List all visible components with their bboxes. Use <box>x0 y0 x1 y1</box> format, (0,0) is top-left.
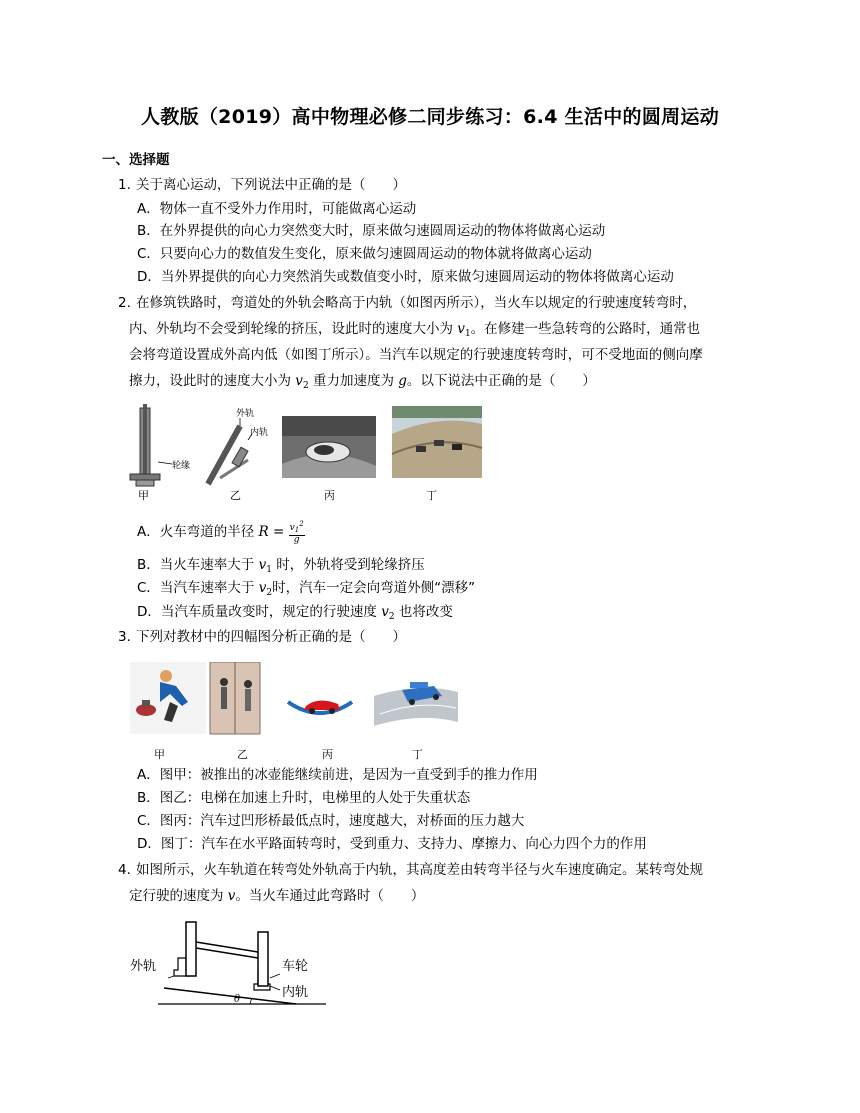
option-a: A．物体一直不受外力作用时，可能做离心运动 <box>137 201 417 217</box>
question-2-line4 <box>129 368 769 399</box>
stem-text: 。在修建一些急转弯的公路时，通常也 <box>470 321 701 337</box>
question-2-line3: 会将弯道设置成外高内低（如图丁所示）。当汽车以规定的行驶速度转弯时，可不受地面的侧向摩 <box>129 347 703 363</box>
inner-rail-label: 内轨 <box>250 427 269 437</box>
option-d: D．当汽车质量改变时，规定的行驶速度 $v_2$ 也将改变 <box>137 604 453 622</box>
formula-radius: R = $\frac{v_1^2}{g}$ <box>258 520 304 545</box>
option-d: D．当外界提供的向心力突然消失或数值变小时，原来做匀速圆周运动的物体将做离心运动 <box>137 269 674 285</box>
question-stem: 下列对教材中的四幅图分析正确的是（ ） <box>136 629 406 645</box>
stem-text: 。当火车通过此弯路时（ ） <box>235 888 425 904</box>
stem-text: 。以下说法中正确的是（ ） <box>406 373 596 389</box>
question-stem: 关于离心运动，下列说法中正确的是（ ） <box>136 177 406 193</box>
question-1 <box>118 172 768 198</box>
option-b: B．在外界提供的向心力突然变大时，原来做匀速圆周运动的物体将做离心运动 <box>137 223 606 239</box>
question-3-figures <box>130 662 460 762</box>
question-2-figures <box>128 404 488 502</box>
figure-bing-car-bridge <box>288 700 352 714</box>
figure-jia-curling <box>130 662 206 734</box>
option-c: C．只要向心力的数值发生变化，原来做匀速圆周运动的物体就将做离心运动 <box>137 246 592 262</box>
option-b: B．图乙：电梯在加速上升时，电梯里的人处于失重状态 <box>137 790 471 806</box>
page-title: 人教版（2019）高中物理必修二同步练习：6.4 生活中的圆周运动 <box>140 106 720 128</box>
var-v2: $v_2$ <box>381 604 395 622</box>
wheel-label: 车轮 <box>282 958 309 973</box>
caption-bing: 丙 <box>322 748 333 761</box>
question-4-line2 <box>129 883 769 909</box>
var-v: v <box>227 888 236 904</box>
figure-ding-turning-car <box>374 682 458 726</box>
outer-rail-label: 外轨 <box>130 958 157 973</box>
question-stem-line1: 如图所示，火车轨道在转弯处外轨高于内轨，其高度差由转弯半径与火车速度确定。某转弯处规 <box>136 862 703 878</box>
stem-text: 内、外轨均不会受到轮缘的挤压，设此时的速度大小为 <box>129 321 453 337</box>
option-c: C．当汽车速率大于 $v_2$时，汽车一定会向弯道外侧“漂移” <box>137 580 476 598</box>
var-g: g <box>398 373 407 389</box>
caption-ding: 丁 <box>426 489 437 502</box>
var-v1: $v_1$ <box>457 321 471 339</box>
caption-yi: 乙 <box>237 748 248 761</box>
figure-ding-road-photo <box>392 406 482 478</box>
question-2 <box>118 290 768 316</box>
var-v2: $v_2$ <box>295 373 309 391</box>
caption-jia: 甲 <box>138 489 149 502</box>
question-stem-line1: 在修筑铁路时，弯道处的外轨会略高于内轨（如图丙所示），当火车以规定的行驶速度转弯时， <box>136 295 697 311</box>
question-4-figure <box>130 918 330 1014</box>
section-heading: 一、选择题 <box>102 152 170 168</box>
figure-yi <box>208 418 252 484</box>
textbook-pictures <box>130 662 460 737</box>
var-v1: $v_1$ <box>258 557 272 575</box>
figure-jia <box>130 404 172 486</box>
question-number: 3. <box>118 629 131 645</box>
banked-rail-diagram <box>130 918 330 1014</box>
flange-label: 轮缘 <box>172 460 191 470</box>
fraction: $\frac{v_1^2}{g}$ <box>289 520 304 545</box>
stem-text: 重力加速度为 <box>312 373 394 389</box>
caption-yi: 乙 <box>230 489 241 502</box>
caption-bing: 丙 <box>324 489 335 502</box>
question-number: 1. <box>118 177 131 193</box>
option-a <box>137 520 305 545</box>
figure-bing-train-photo <box>282 416 376 478</box>
stem-text: 定行驶的速度为 <box>129 888 224 904</box>
option-c: C．图丙：汽车过凹形桥最低点时，速度越大，对桥面的压力越大 <box>137 813 525 829</box>
question-4 <box>118 857 768 883</box>
option-b: B．当火车速率大于 $v_1$ 时，外轨将受到轮缘挤压 <box>137 557 425 575</box>
question-number: 4. <box>118 862 131 878</box>
figure-yi-elevator <box>210 662 260 734</box>
inner-rail-label: 内轨 <box>282 984 309 999</box>
angle-theta-label: θ <box>234 994 241 1005</box>
caption-jia: 甲 <box>154 748 165 761</box>
stem-text: 擦力，设此时的速度大小为 <box>129 373 291 389</box>
outer-rail-label: 外轨 <box>236 408 255 418</box>
option-d: D．图丁：汽车在水平路面转弯时，受到重力、支持力、摩擦力、向心力四个力的作用 <box>137 836 647 852</box>
option-a: A．图甲：被推出的冰壶能继续前进，是因为一直受到手的推力作用 <box>137 767 538 783</box>
var-v2: $v_2$ <box>258 580 273 598</box>
question-3 <box>118 624 768 650</box>
question-number: 2. <box>118 295 131 311</box>
caption-ding: 丁 <box>412 748 423 761</box>
option-text: A．火车弯道的半径 <box>137 524 255 540</box>
